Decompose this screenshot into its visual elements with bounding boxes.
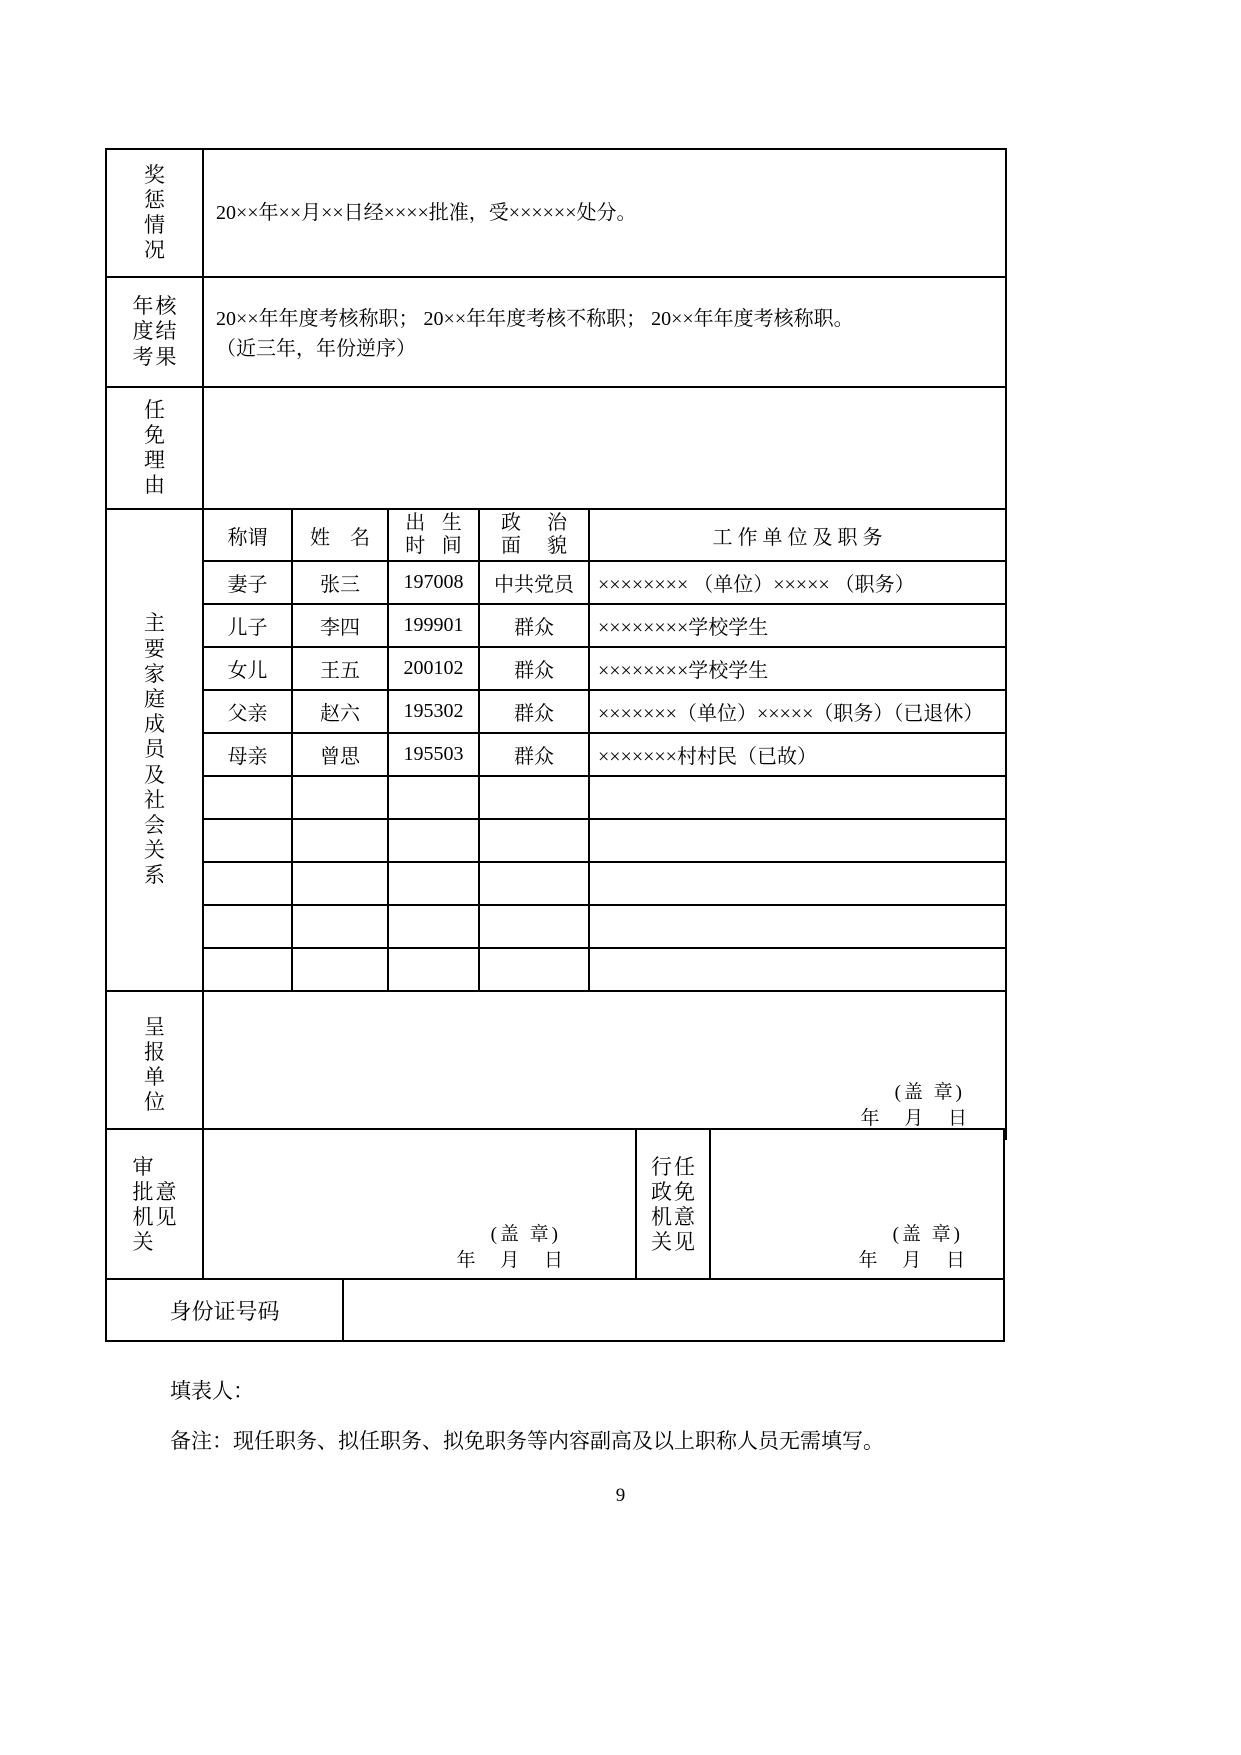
vlabel-char: 免	[144, 422, 165, 447]
date-year: 年	[860, 1108, 881, 1129]
vlabel-char: 结	[155, 319, 177, 344]
cell-name[interactable]	[292, 905, 388, 948]
annual-review-text	[204, 290, 1005, 374]
vlabel-char: 关	[651, 1230, 672, 1255]
cell-name[interactable]: 王五	[292, 647, 388, 690]
cell-work[interactable]: ×××××××× （单位）××××× （职务）	[589, 561, 1005, 604]
row-appoint-reason	[106, 387, 1006, 509]
table-row[interactable]	[204, 690, 1005, 733]
vlabel-char: 单	[144, 1065, 165, 1089]
vlabel-char: 庭	[144, 687, 165, 712]
cell-family-table	[203, 509, 1006, 991]
row-reward-punish	[106, 149, 1006, 277]
cell-relation[interactable]: 母亲	[204, 733, 292, 776]
vlabel-char: 审	[132, 1154, 154, 1179]
cell-relation[interactable]: 儿子	[204, 604, 292, 647]
family-header-political	[479, 510, 589, 561]
cell-work[interactable]	[589, 819, 1005, 862]
cell-birth[interactable]: 195503	[388, 733, 479, 776]
cell-work[interactable]	[589, 776, 1005, 819]
label-annual-review	[106, 277, 203, 387]
vlabel-char: 主	[144, 611, 165, 636]
hdr-char: 生	[441, 512, 462, 534]
cell-work[interactable]	[589, 948, 1005, 990]
table-row[interactable]	[204, 604, 1005, 647]
cell-appoint-reason-content[interactable]	[203, 387, 1006, 509]
hdr-char: 治	[547, 512, 567, 534]
label-reward-punish	[106, 149, 203, 277]
date-year: 年	[456, 1250, 477, 1271]
vlabel-char: 度	[132, 319, 154, 344]
seal-mark: (盖 章)	[892, 1224, 963, 1245]
cell-annual-review-content[interactable]	[203, 277, 1006, 387]
vlabel-char: 见	[155, 1205, 177, 1229]
family-header-work: 工 作 单 位 及 职 务	[589, 510, 1005, 561]
admin-authority-sealbox	[711, 1132, 1003, 1278]
vlabel-char: 社	[144, 787, 165, 812]
hdr-char: 时	[405, 535, 426, 557]
cell-work[interactable]: ××××××××学校学生	[589, 604, 1005, 647]
reporting-unit-sealbox	[204, 994, 1005, 1136]
vlabel-char: 意	[674, 1205, 695, 1229]
approval-authority-sealbox	[204, 1132, 635, 1278]
cell-birth[interactable]	[388, 862, 479, 905]
vlabel-char: 位	[144, 1090, 165, 1115]
cell-political[interactable]	[479, 862, 589, 905]
hdr-char: 出	[405, 512, 426, 534]
vlabel-char: 机	[132, 1205, 154, 1229]
vlabel-char: 批	[132, 1179, 154, 1204]
cell-reporting-unit-content[interactable]	[203, 991, 1006, 1139]
cell-name[interactable]: 李四	[292, 604, 388, 647]
label-family	[106, 509, 203, 991]
seal-mark: (盖 章)	[490, 1224, 561, 1245]
cell-relation[interactable]: 父亲	[204, 690, 292, 733]
cell-political[interactable]: 群众	[479, 733, 589, 776]
date-line	[447, 1245, 573, 1272]
cell-relation[interactable]	[204, 862, 292, 905]
appoint-reason-text	[204, 388, 1005, 508]
row-family	[106, 509, 1006, 991]
cell-name[interactable]: 曾思	[292, 733, 388, 776]
cell-work[interactable]: ×××××××（单位）×××××（职务）（已退休）	[589, 690, 1005, 733]
vlabel-char: 政	[651, 1179, 672, 1204]
cell-name[interactable]: 张三	[292, 561, 388, 604]
date-month: 月	[500, 1250, 521, 1271]
cell-relation[interactable]	[204, 905, 292, 948]
date-month: 月	[902, 1250, 923, 1271]
cell-work[interactable]: ×××××××村村民（已故）	[589, 733, 1005, 776]
family-header-name: 姓 名	[292, 510, 388, 561]
label-approval-authority	[106, 1129, 203, 1281]
table-row[interactable]	[204, 905, 1005, 948]
date-day: 日	[947, 1108, 968, 1129]
cell-name[interactable]	[292, 819, 388, 862]
cell-birth[interactable]	[388, 948, 479, 990]
date-day: 日	[945, 1250, 966, 1271]
vlabel-char: 果	[155, 344, 177, 369]
vlabel-char: 关	[132, 1230, 154, 1255]
cell-name[interactable]: 赵六	[292, 690, 388, 733]
vlabel-char: 奖	[144, 162, 165, 187]
vlabel-char: 机	[651, 1205, 672, 1229]
date-month: 月	[904, 1108, 925, 1129]
vlabel-char: 要	[144, 636, 165, 661]
vlabel-char: 理	[144, 448, 165, 472]
cell-work[interactable]	[589, 905, 1005, 948]
cell-birth[interactable]: 197008	[388, 561, 479, 604]
cell-political[interactable]	[479, 819, 589, 862]
seal-mark: (盖 章)	[894, 1082, 965, 1103]
cell-work[interactable]	[589, 862, 1005, 905]
vlabel-char: 任	[144, 397, 165, 422]
table-row[interactable]	[204, 862, 1005, 905]
cell-id-number-value[interactable]	[343, 1279, 1004, 1341]
date-year: 年	[858, 1250, 879, 1271]
vlabel-char: 及	[144, 762, 165, 787]
cell-birth[interactable]	[388, 905, 479, 948]
annual-review-line2: （近三年，年份逆序）	[216, 338, 416, 360]
cell-approval-authority-content[interactable]	[203, 1129, 636, 1281]
hdr-char: 貌	[547, 535, 567, 557]
cell-work[interactable]: ××××××××学校学生	[589, 647, 1005, 690]
cell-name[interactable]	[292, 776, 388, 819]
cell-birth[interactable]: 199901	[388, 604, 479, 647]
cell-name[interactable]	[292, 948, 388, 990]
vlabel-char: 年	[132, 294, 154, 319]
family-members-table	[204, 510, 1005, 990]
cell-relation[interactable]: 妻子	[204, 561, 292, 604]
annual-review-line1: 20××年年度考核称职； 20××年年度考核不称职； 20××年年度考核称职。	[216, 308, 854, 330]
vlabel-char: 惩	[144, 187, 165, 212]
remark-text: 备注：现任职务、拟任职务、拟免职务等内容副高及以上职称人员无需填写。	[170, 1429, 884, 1453]
cell-relation[interactable]: 女儿	[204, 647, 292, 690]
vlabel-char: 关	[144, 838, 165, 863]
vlabel-char: 呈	[144, 1014, 165, 1039]
vlabel-char: 意	[155, 1179, 177, 1204]
vlabel-char: 成	[144, 712, 165, 737]
filler-label: 填表人：	[170, 1379, 254, 1403]
vlabel-char: 会	[144, 812, 165, 837]
table-row[interactable]	[204, 733, 1005, 776]
vlabel-char: 任	[674, 1154, 695, 1179]
personnel-form-table	[105, 148, 1007, 1140]
id-number-table	[105, 1278, 1005, 1342]
cell-relation[interactable]	[204, 948, 292, 990]
page-number: 9	[615, 1485, 626, 1506]
cell-political[interactable]: 群众	[479, 647, 589, 690]
reward-punish-text: 20××年××月××日经××××批准，受××××××处分。	[216, 202, 637, 224]
cell-birth[interactable]	[388, 776, 479, 819]
family-header-row	[204, 510, 1005, 561]
table-row[interactable]	[204, 819, 1005, 862]
hdr-char: 面	[501, 535, 521, 557]
date-line	[851, 1103, 977, 1130]
vlabel-char: 见	[674, 1230, 695, 1255]
vlabel-char: 考	[132, 344, 154, 369]
cell-political[interactable]	[479, 776, 589, 819]
cell-reward-punish-content[interactable]	[203, 149, 1006, 277]
table-row[interactable]	[204, 561, 1005, 604]
family-header-birth	[388, 510, 479, 561]
cell-political[interactable]	[479, 948, 589, 990]
cell-political[interactable]: 群众	[479, 604, 589, 647]
vlabel-char: 报	[144, 1039, 165, 1064]
label-id-number: 身份证号码	[106, 1279, 343, 1341]
label-admin-authority	[636, 1129, 710, 1281]
row-id-number	[106, 1279, 1004, 1341]
vlabel-char: 行	[651, 1154, 672, 1179]
id-number-value	[344, 1300, 1003, 1320]
hdr-char: 间	[441, 535, 462, 557]
vlabel-char: 员	[144, 737, 165, 762]
row-annual-review	[106, 277, 1006, 387]
vlabel-char: 免	[674, 1179, 695, 1204]
vlabel-char: 由	[144, 473, 165, 498]
cell-birth[interactable]	[388, 819, 479, 862]
label-reporting-unit	[106, 991, 203, 1139]
cell-admin-authority-content[interactable]	[710, 1129, 1004, 1281]
cell-political[interactable]: 中共党员	[479, 561, 589, 604]
date-day: 日	[543, 1250, 564, 1271]
vlabel-char: 系	[144, 863, 165, 888]
approval-row-table	[105, 1128, 1005, 1282]
table-row[interactable]	[204, 948, 1005, 990]
table-row[interactable]	[204, 647, 1005, 690]
vlabel-char: 核	[155, 294, 177, 319]
cell-relation[interactable]	[204, 819, 292, 862]
vlabel-char: 家	[144, 661, 165, 686]
date-line	[849, 1245, 975, 1272]
vlabel-char: 情	[144, 213, 165, 237]
cell-birth[interactable]: 200102	[388, 647, 479, 690]
hdr-char: 政	[501, 512, 521, 534]
label-appoint-reason	[106, 387, 203, 509]
table-row[interactable]	[204, 776, 1005, 819]
cell-relation[interactable]	[204, 776, 292, 819]
cell-political[interactable]: 群众	[479, 690, 589, 733]
cell-political[interactable]	[479, 905, 589, 948]
row-approvals	[106, 1129, 1004, 1281]
family-header-relation: 称谓	[204, 510, 292, 561]
row-reporting-unit	[106, 991, 1006, 1139]
vlabel-char: 况	[144, 238, 165, 263]
cell-birth[interactable]: 195302	[388, 690, 479, 733]
cell-name[interactable]	[292, 862, 388, 905]
